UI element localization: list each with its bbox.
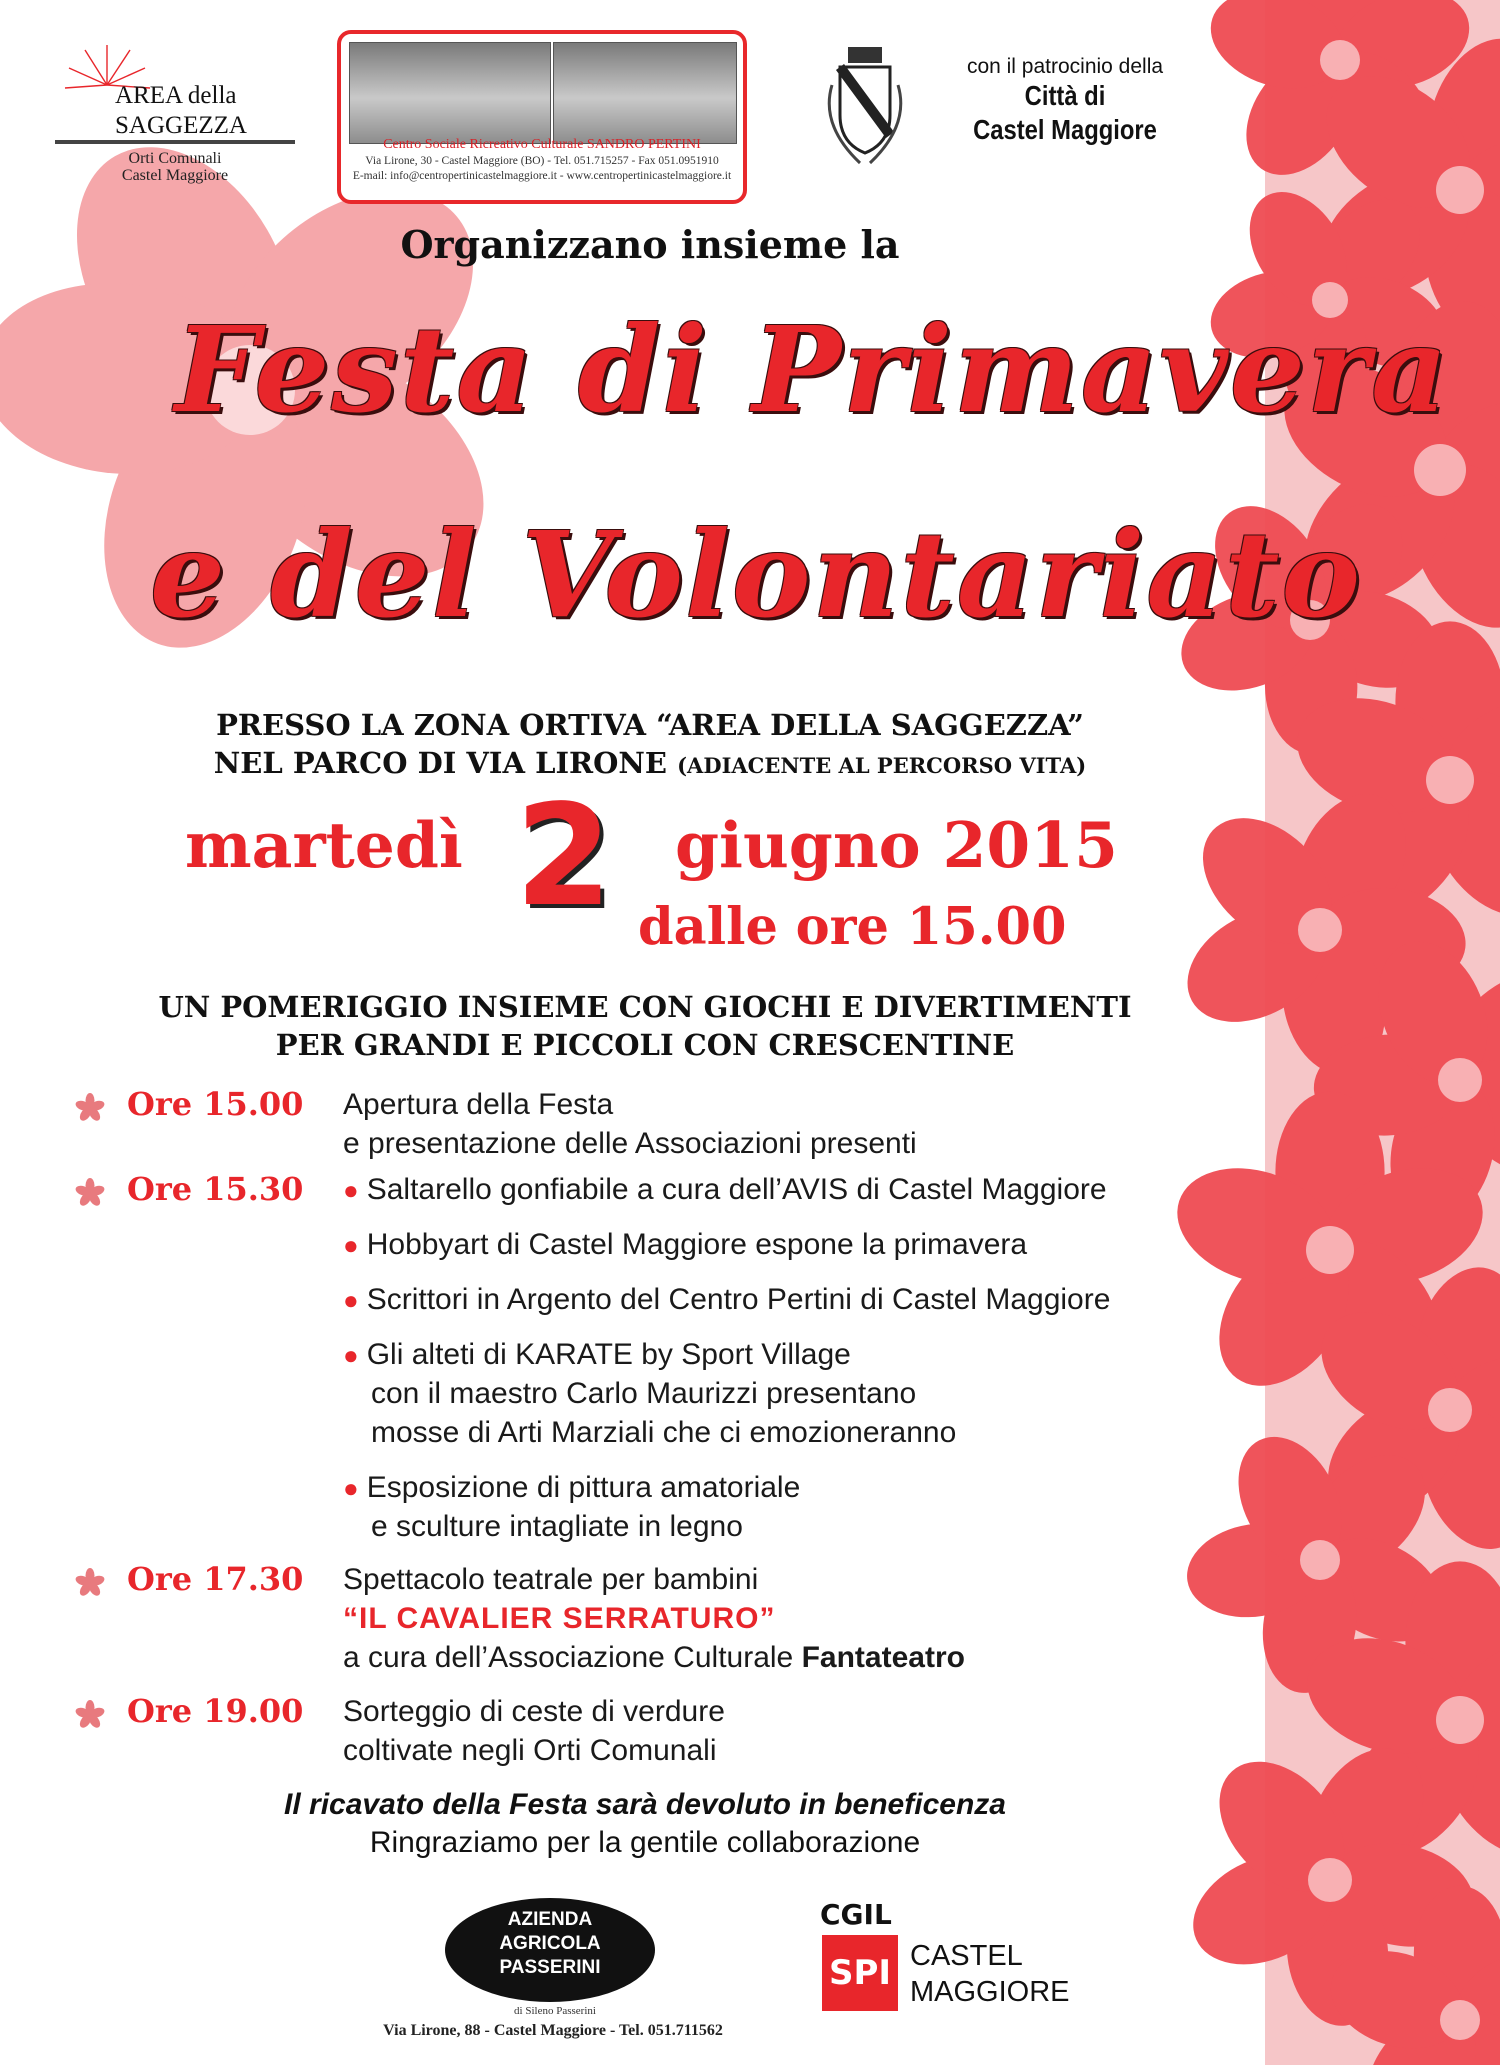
patronage: [935, 55, 1195, 147]
title-line-1: Festa di Primavera: [175, 300, 1450, 439]
program-bullet: ● Esposizione di pittura amatoriale: [343, 1471, 801, 1504]
program-time: Ore 17.30: [127, 1560, 304, 1598]
date-day: 2: [515, 775, 613, 938]
program-desc-line-1: Sorteggio di ceste di verdure: [343, 1695, 725, 1728]
closing-thanks: Ringraziamo per la gentile collaborazione: [369, 1826, 921, 1859]
spi-location: [910, 1938, 1070, 2010]
pertini-address: Via Lirone, 30 - Castel Maggiore (BO) - Tel. 051.715257 - Fax 051.0951910: [365, 155, 719, 167]
subheading-line-1: UN POMERIGGIO INSIEME CON GIOCHI E DIVERTIMENTI: [158, 990, 1132, 1024]
organizer-name: Fantateatro: [801, 1641, 965, 1674]
program-time: Ore 19.00: [127, 1692, 304, 1730]
bullet-text: Gli alteti di KARATE by Sport Village: [366, 1338, 851, 1371]
pertini-name: Centro Sociale Ricreativo Culturale SANDRO PERTINI: [383, 137, 701, 152]
farm-line-1: AZIENDA: [507, 1909, 593, 1930]
pertini-center-box: [337, 30, 747, 204]
date-weekday: martedì: [185, 808, 463, 882]
closing-charity: Il ricavato della Festa sarà devoluto in beneficenza: [284, 1788, 1006, 1821]
venue-line-2-paren: (ADIACENTE AL PERCORSO VITA): [677, 753, 1087, 778]
bullet-text: Saltarello gonfiabile a cura dell’AVIS di Castel Maggiore: [366, 1173, 1107, 1206]
program-bullet: ● Saltarello gonfiabile a cura dell’AVIS di Castel Maggiore: [343, 1173, 1107, 1206]
area-logo-title-1: AREA della: [115, 82, 237, 109]
cgil-logo: CGIL: [820, 1898, 892, 1931]
program-bullet-cont: [343, 1507, 743, 1546]
program-time: Ore 15.00: [127, 1085, 304, 1123]
spi-logo: SPI: [822, 1935, 898, 2011]
intro-text: Organizzano insieme la: [400, 222, 900, 267]
flower-bullet-icon: [75, 1093, 105, 1123]
area-logo-title-2: SAGGEZZA: [115, 112, 247, 139]
flower-bullet-icon: [75, 1568, 105, 1598]
program-bullet: ● Hobbyart di Castel Maggiore espone la primavera: [343, 1228, 1028, 1261]
program-bullet-cont: [343, 1413, 956, 1452]
flower-bullet-icon: [75, 1178, 105, 1208]
bullet-text: e sculture intagliate in legno: [371, 1510, 743, 1543]
patronage-line-1: con il patrocinio della: [966, 55, 1164, 78]
program-desc-line-2: coltivate negli Orti Comunali: [343, 1734, 717, 1767]
program-bullet-cont: [343, 1374, 916, 1413]
program-desc-line-3: [343, 1638, 1303, 1677]
spi-location-line-1: CASTEL: [910, 1940, 1023, 1972]
building-photo: [349, 42, 551, 144]
program-desc-line-1: Apertura della Festa: [343, 1088, 614, 1121]
title-line-2: e del Volontariato: [150, 505, 1363, 644]
organizer-text: a cura dell’Associazione Culturale: [343, 1641, 794, 1674]
program-bullet: ● Gli alteti di KARATE by Sport Village: [343, 1338, 851, 1371]
flower-bullet-icon: [75, 1700, 105, 1730]
spi-location-line-2: MAGGIORE: [910, 1976, 1070, 2008]
bullet-text: Esposizione di pittura amatoriale: [366, 1471, 801, 1504]
patronage-line-2: Città di: [1024, 80, 1106, 111]
subheading-line-2: PER GRANDI E PICCOLI CON CRESCENTINE: [275, 1028, 1015, 1062]
farm-line-2: AGRICOLA: [499, 1933, 601, 1954]
farm-logo: [445, 1898, 655, 2002]
venue-line-2-main: NEL PARCO DI VIA LIRONE: [213, 746, 668, 780]
program-desc-line-2: e presentazione delle Associazioni presenti: [343, 1127, 917, 1160]
pertini-photo: [553, 42, 737, 144]
program-time: Ore 15.30: [127, 1170, 304, 1208]
patronage-line-3: Castel Maggiore: [973, 114, 1157, 145]
show-title: “IL CAVALIER SERRATURO”: [343, 1602, 776, 1635]
venue-line-1: PRESSO LA ZONA ORTIVA “AREA DELLA SAGGEZZA”: [216, 708, 1084, 742]
bullet-text: mosse di Arti Marziali che ci emozioneranno: [371, 1416, 957, 1449]
venue-line-2: [0, 746, 1300, 780]
area-logo-sub-1: Orti Comunali: [128, 150, 222, 167]
farm-address: Via Lirone, 88 - Castel Maggiore - Tel. 051.711562: [383, 2022, 723, 2039]
program-bullet: ● Scrittori in Argento del Centro Pertini di Castel Maggiore: [343, 1283, 1111, 1316]
coat-of-arms-icon: [810, 45, 920, 175]
farm-line-3: PASSERINI: [499, 1957, 601, 1978]
bullet-text: Scrittori in Argento del Centro Pertini di Castel Maggiore: [366, 1283, 1111, 1316]
program-desc-line-1: Spettacolo teatrale per bambini: [343, 1563, 759, 1596]
date-month-year: giugno 2015: [675, 808, 1118, 882]
bullet-text: Hobbyart di Castel Maggiore espone la primavera: [366, 1228, 1028, 1261]
pertini-contact: E-mail: info@centropertinicastelmaggiore.it - www.centropertinicastelmaggiore.it: [352, 170, 732, 182]
farm-owner: di Sileno Passerini: [514, 2005, 596, 2017]
area-saggezza-logo: [55, 40, 295, 190]
date-time: dalle ore 15.00: [638, 897, 1067, 957]
area-logo-sub-2: Castel Maggiore: [121, 167, 229, 184]
bullet-text: con il maestro Carlo Maurizzi presentano: [371, 1377, 917, 1410]
